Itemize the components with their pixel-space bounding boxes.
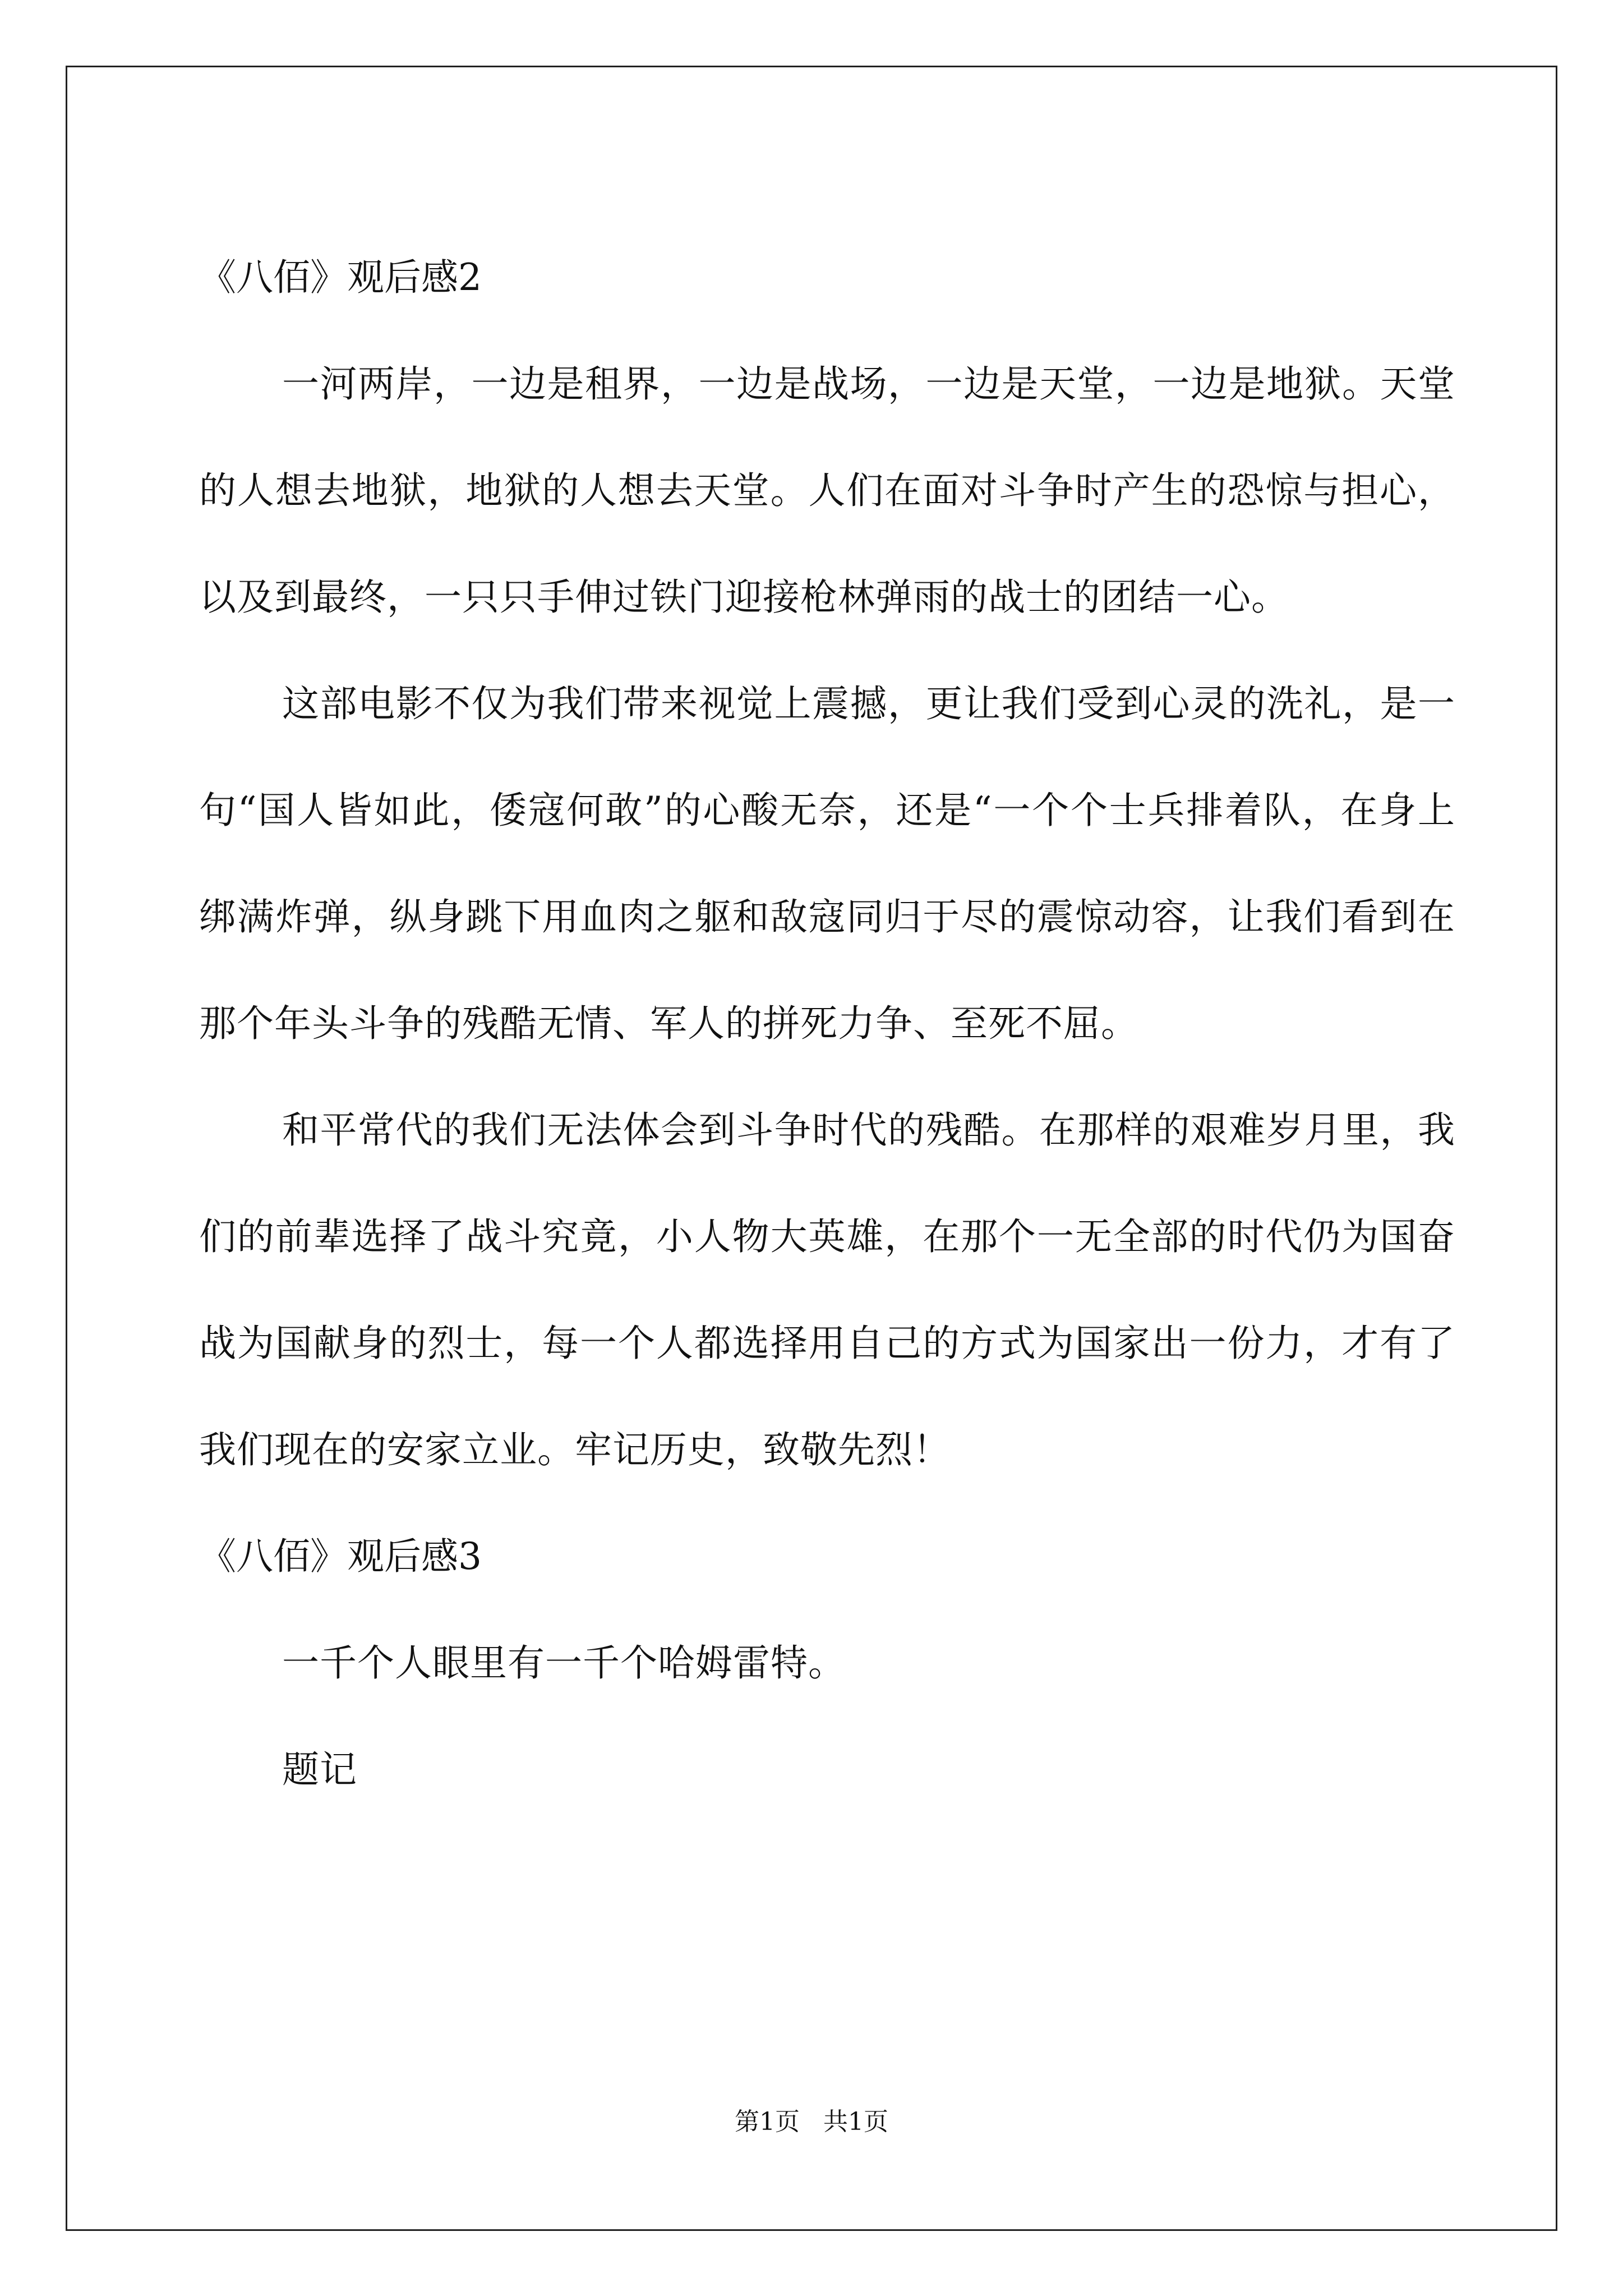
- paragraph: 和平常代的我们无法体会到斗争时代的残酷。在那样的艰难岁月里，我们的前辈选择了战斗究竟，小人物大英雄，在那个一无全部的时代仍为国奋战为国献身的烈士，每一个人都选择用自己的方式为国家出一份力，才有了我们现在的安家立业。牢记历史，致敬先烈！: [199, 1108, 1455, 1471]
- page-footer: 第1页 共1页: [735, 2108, 888, 2136]
- paragraph: 一河两岸，一边是租界，一边是战场，一边是天堂，一边是地狱。天堂的人想去地狱，地狱的人想去天堂。人们在面对斗争时产生的恐惊与担心，以及到最终，一只只手伸过铁门迎接枪林弹雨的战士的团结一心。: [199, 362, 1455, 619]
- document-body: [199, 224, 1455, 1823]
- paragraph: 一千个人眼里有一千个哈姆雷特。: [282, 1641, 846, 1685]
- paragraph: 这部电影不仅为我们带来视觉上震撼，更让我们受到心灵的洗礼，是一句“国人皆如此，倭寇何敢”的心酸无奈，还是“一个个士兵排着队，在身上绑满炸弹，纵身跳下用血肉之躯和敌寇同归于尽的震惊动容，让我们看到在那个年头斗争的残酷无情、军人的拼死力争、至死不屈。: [199, 682, 1455, 1045]
- section-heading: 《八佰》观后感3: [199, 1535, 482, 1578]
- section-heading: 《八佰》观后感2: [199, 256, 482, 299]
- paragraph: 题记: [282, 1748, 357, 1791]
